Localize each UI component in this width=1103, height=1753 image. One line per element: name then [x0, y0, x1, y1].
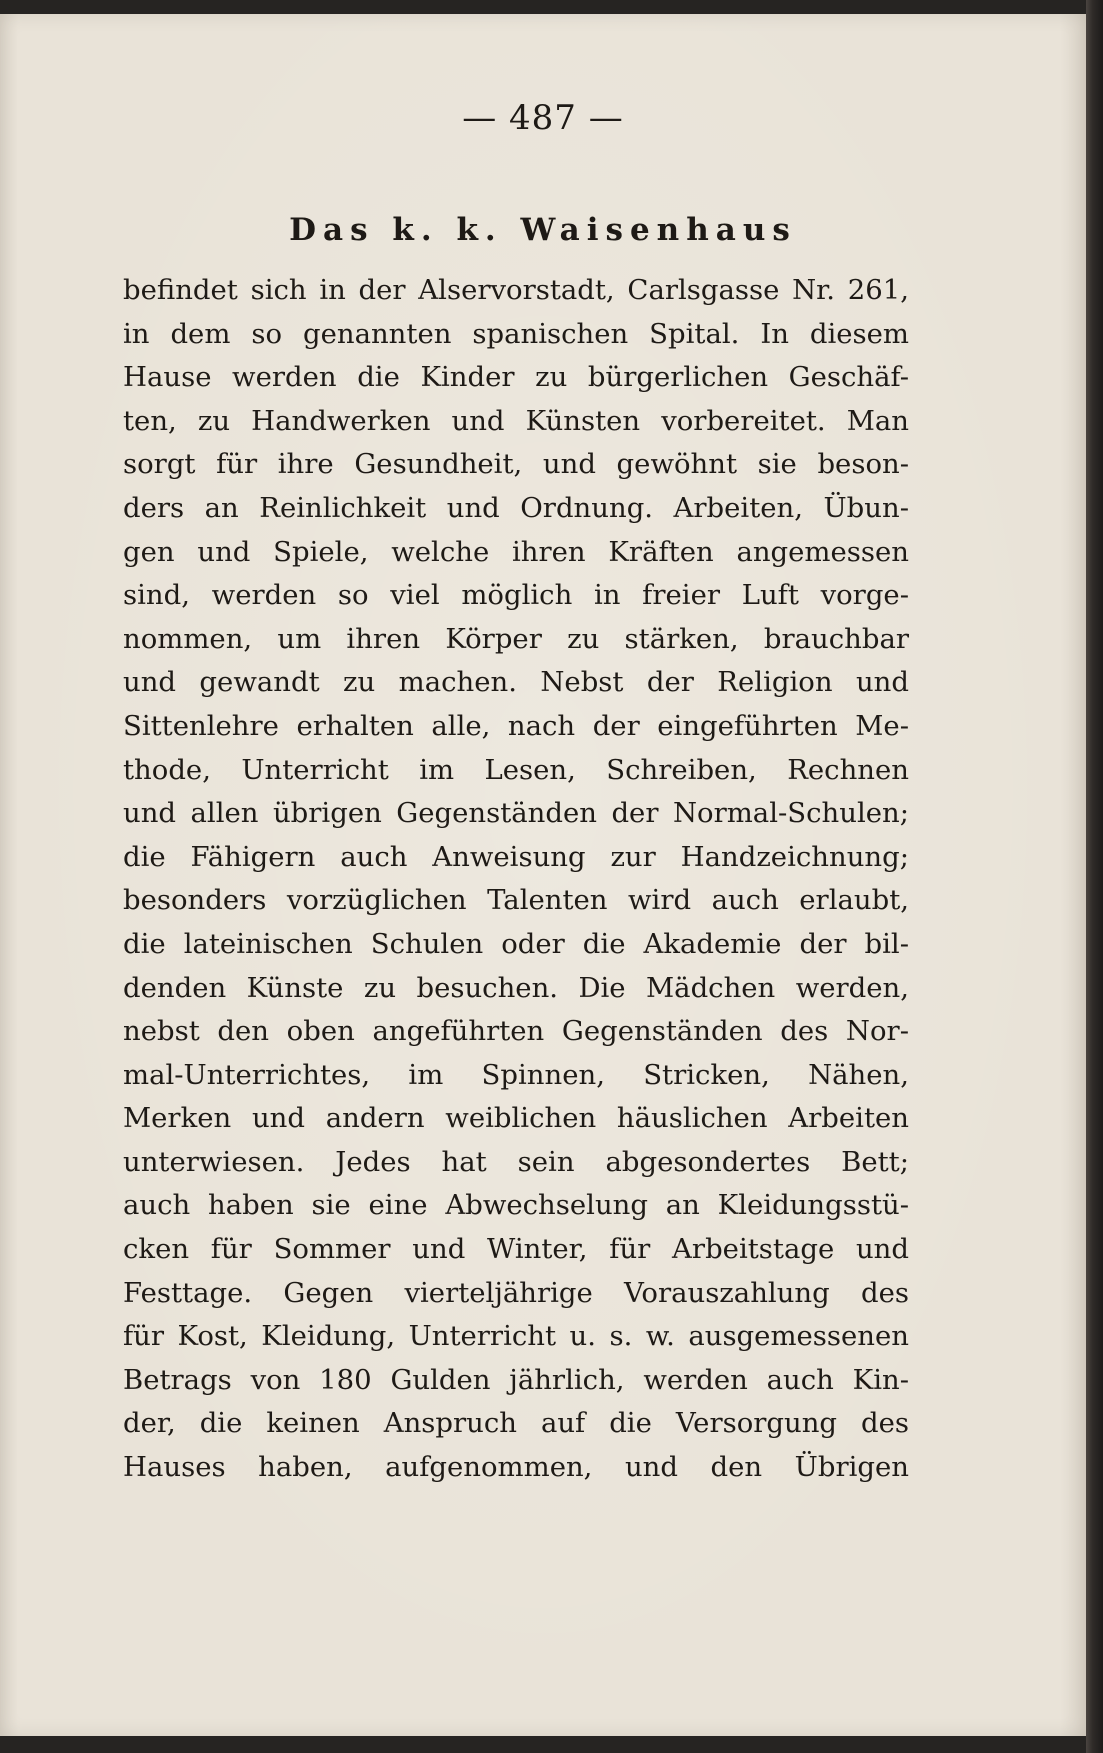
text-line: der, die keinen Anspruch auf die Versorgung des	[123, 1407, 909, 1440]
text-line: besonders vorzüglichen Talenten wird auch erlaubt,	[123, 884, 909, 917]
section-heading: Das k. k. Waisenhaus	[289, 212, 797, 248]
text-line: cken für Sommer und Winter, für Arbeitstage und	[123, 1233, 909, 1266]
text-line: Festtage. Gegen vierteljährige Vorauszahlung des	[123, 1276, 909, 1309]
text-line: denden Künste zu besuchen. Die Mädchen werden,	[123, 971, 909, 1004]
text-line: sorgt für ihre Gesundheit, und gewöhnt sie beson-	[123, 448, 909, 481]
text-line: mal-Unterrichtes, im Spinnen, Stricken, Nähen,	[123, 1058, 909, 1091]
text-line: Betrags von 180 Gulden jährlich, werden auch Kin-	[123, 1363, 909, 1396]
text-line: nommen, um ihren Körper zu stärken, brauchbar	[123, 622, 909, 655]
text-line: nebst den oben angeführten Gegenständen des Nor-	[123, 1015, 909, 1048]
text-line: Sittenlehre erhalten alle, nach der eingeführten Me-	[123, 709, 909, 742]
text-line: Hause werden die Kinder zu bürgerlichen Geschäf-	[123, 361, 909, 394]
text-line: sind, werden so viel möglich in freier Luft vorge-	[123, 579, 909, 612]
text-line: und allen übrigen Gegenständen der Normal-Schulen;	[123, 797, 909, 830]
text-line: ders an Reinlichkeit und Ordnung. Arbeiten, Übun-	[123, 491, 909, 524]
text-line: unterwiesen. Jedes hat sein abgesondertes Bett;	[123, 1145, 909, 1178]
text-line: Hauses haben, aufgenommen, und den Übrigen	[123, 1451, 909, 1484]
text-line: die lateinischen Schulen oder die Akademie der bil-	[123, 927, 909, 960]
text-line: und gewandt zu machen. Nebst der Religion und	[123, 666, 909, 699]
book-page	[0, 14, 1086, 1736]
text-line: gen und Spiele, welche ihren Kräften angemessen	[123, 535, 909, 568]
book-edge	[1086, 0, 1103, 1753]
text-line: befindet sich in der Alservorstadt, Carlsgasse Nr. 261,	[123, 274, 909, 306]
text-line: ten, zu Handwerken und Künsten vorbereitet. Man	[123, 404, 909, 437]
page-number: — 487 —	[462, 98, 624, 138]
text-line: auch haben sie eine Abwechselung an Kleidungsstü-	[123, 1189, 909, 1222]
text-line: in dem so genannten spanischen Spital. In diesem	[123, 317, 909, 350]
text-line: die Fähigern auch Anweisung zur Handzeichnung;	[123, 840, 909, 873]
text-line: thode, Unterricht im Lesen, Schreiben, Rechnen	[123, 753, 909, 786]
text-line: für Kost, Kleidung, Unterricht u. s. w. ausgemessenen	[123, 1320, 909, 1353]
text-line: Merken und andern weiblichen häuslichen Arbeiten	[123, 1102, 909, 1135]
body-text	[123, 269, 909, 1490]
